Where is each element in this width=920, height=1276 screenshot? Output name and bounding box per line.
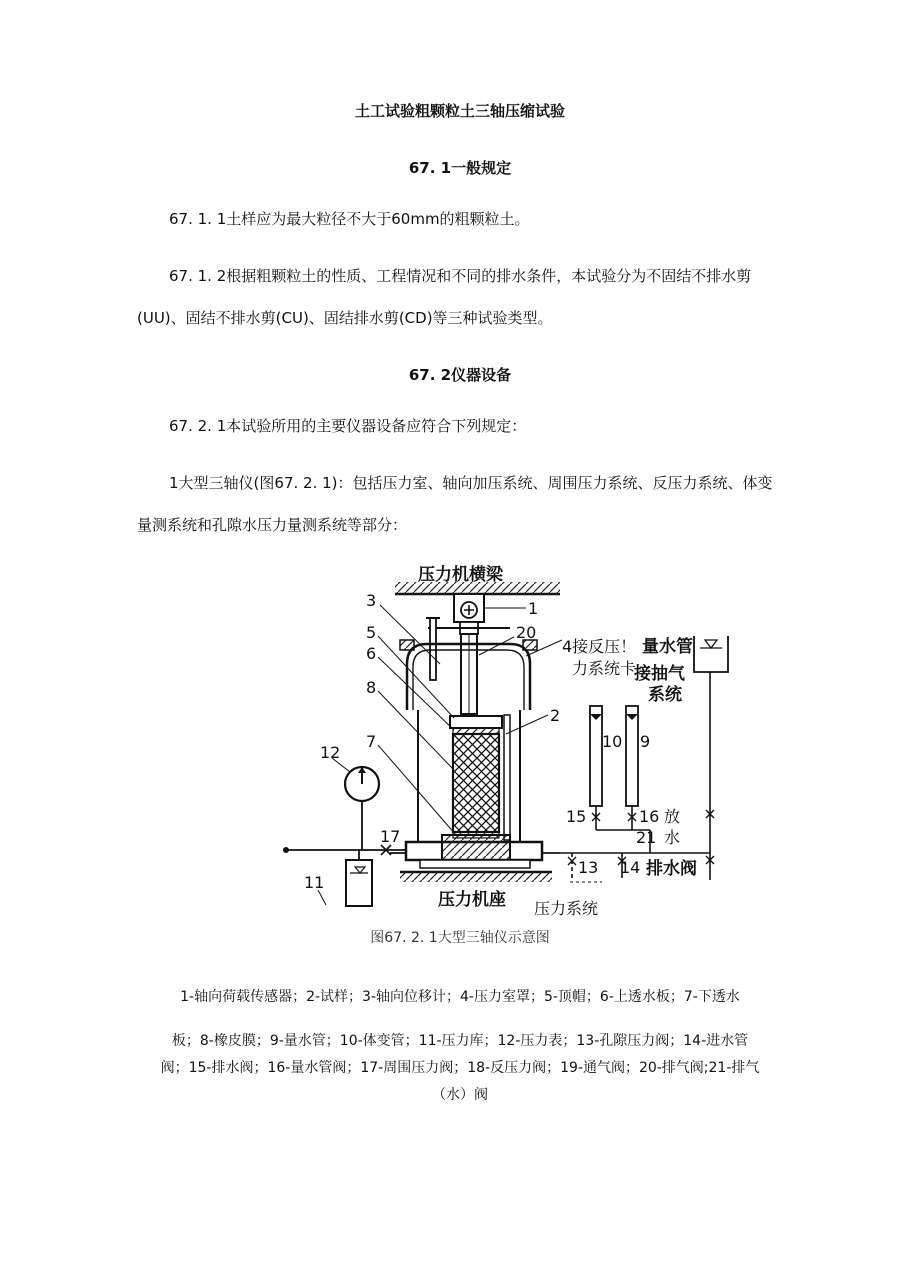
document-title: 土工试验粗颗粒土三轴压缩试验: [354, 102, 565, 120]
paragraph-67-1-1: 67. 1. 1土样应为最大粒径不大于60mm的粗颗粒土。: [169, 210, 530, 228]
legend-line2: 板；8-橡皮膜；9-量水管；10-体变管；11-压力库；12-压力表；13-孔隙压力阀；14-进水管: [171, 1033, 749, 1049]
paragraph-67-2-1: 67. 2. 1本试验所用的主要仪器设备应符合下列规定：: [169, 417, 527, 435]
beam-group: [395, 564, 560, 594]
paragraph-67-1-2-line1: 67. 1. 2根据粗颗粒土的性质、工程情况和不同的排水条件，本试验分为不固结不排水剪: [169, 267, 752, 285]
drain-label-line2: 水: [664, 828, 681, 847]
legend-line4: （水）阀: [432, 1087, 488, 1103]
paragraph-item1-line2: 量测系统和孔隙水压力量测系统等部分：: [137, 516, 408, 534]
paragraph-67-1-2-line2: (UU)、固结不排水剪(CU)、固结排水剪(CD)等三种试验类型。: [137, 309, 553, 327]
label-7: 7: [366, 732, 377, 751]
label-2: 2: [550, 706, 561, 725]
label-9: 9: [640, 732, 651, 751]
label-14: 14: [620, 858, 641, 877]
back-pressure-label-line2: 力系统卡: [572, 659, 637, 678]
triaxial-apparatus-figure: [270, 560, 730, 916]
paragraph-item1-line1: 1大型三轴仪(图67. 2. 1)：包括压力室、轴向加压系统、周围压力系统、反压力系统、体变: [169, 474, 773, 492]
label-6: 6: [366, 644, 377, 663]
water-tube-label: 量水管: [642, 637, 693, 657]
label-17: 17: [380, 827, 401, 846]
label-12: 12: [320, 743, 341, 762]
beam-label: 压力机横梁: [418, 565, 503, 585]
label-3: 3: [366, 591, 377, 610]
vacuum-label-line1: 接抽气: [634, 664, 685, 684]
base-label: 压力机座: [438, 890, 506, 910]
pressure-system-label: 压力系统: [534, 899, 599, 916]
drain-label-line1: 放: [664, 807, 681, 826]
label-5: 5: [366, 623, 377, 642]
legend-line3: 阀；15-排水阀；16-量水管阀；17-周围压力阀；18-反压力阀；19-通气阀；20-排气阀;21-排气: [160, 1060, 760, 1076]
label-1: 1: [528, 599, 539, 618]
vacuum-label-line2: 系统: [648, 685, 682, 705]
label-13: 13: [578, 858, 599, 877]
label-8: 8: [366, 678, 377, 697]
legend-line1: 1-轴向荷载传感器；2-试样；3-轴向位移计；4-压力室罩；5-顶帽；6-上透水板；7-下透水: [180, 989, 740, 1005]
label-11: 11: [304, 873, 325, 892]
figure-caption: 图67. 2. 1大型三轴仪示意图: [370, 930, 550, 946]
label-20: 20: [516, 623, 537, 642]
label-15: 15: [566, 807, 587, 826]
section-heading-general: 67. 1一般规定: [408, 159, 512, 177]
section-heading-equipment: 67. 2仪器设备: [408, 366, 512, 384]
label-21: 21: [636, 828, 657, 847]
label-10: 10: [602, 732, 623, 751]
back-pressure-label-line1: 4接反压！: [562, 637, 637, 656]
label-16: 16: [639, 807, 660, 826]
drain-valve-label: 排水阀: [646, 859, 697, 879]
